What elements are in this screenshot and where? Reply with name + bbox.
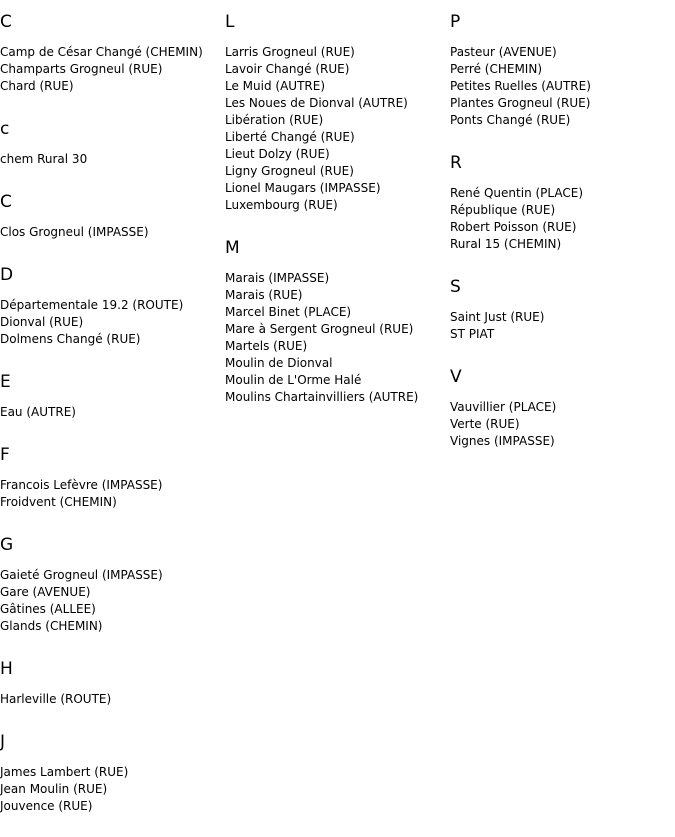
street-link[interactable]: Harleville (ROUTE)	[0, 692, 112, 706]
street-link[interactable]: Ponts Changé (RUE)	[450, 113, 571, 127]
street-link[interactable]: Marcel Binet (PLACE)	[225, 305, 352, 319]
street-link[interactable]: Vignes (IMPASSE)	[450, 434, 555, 448]
street-link[interactable]: Lionel Maugars (IMPASSE)	[225, 181, 381, 195]
street-list	[0, 691, 225, 708]
street-link[interactable]: Verte (RUE)	[450, 417, 520, 431]
street-link[interactable]: Rural 15 (CHEMIN)	[450, 237, 562, 251]
street-link[interactable]: Perré (CHEMIN)	[450, 62, 542, 76]
street-link[interactable]: Le Muid (AUTRE)	[225, 79, 326, 93]
street-list	[0, 151, 225, 168]
letter-group	[0, 117, 225, 168]
letter-group	[450, 151, 675, 253]
letter-heading: E	[0, 372, 11, 392]
street-list	[0, 297, 225, 348]
street-link[interactable]: Clos Grogneul (IMPASSE)	[0, 225, 149, 239]
street-link[interactable]: Les Noues de Dionval (AUTRE)	[225, 96, 408, 110]
letter-heading: J	[0, 732, 6, 752]
street-link[interactable]: Marais (RUE)	[225, 288, 303, 302]
letter-group	[450, 275, 675, 343]
street-link[interactable]: Moulin de L'Orme Halé	[225, 373, 362, 387]
letter-group	[0, 263, 225, 348]
letter-group	[225, 236, 450, 406]
street-link[interactable]: Camp de César Changé (CHEMIN)	[0, 45, 203, 59]
letter-heading: C	[0, 192, 12, 212]
letter-group	[0, 533, 225, 635]
street-link[interactable]: Ligny Grogneul (RUE)	[225, 164, 354, 178]
street-link[interactable]: Dolmens Changé (RUE)	[0, 332, 141, 346]
street-link[interactable]: Jean Moulin (RUE)	[0, 782, 108, 796]
letter-heading: G	[0, 535, 14, 555]
letter-heading: L	[225, 12, 235, 32]
letter-heading: R	[450, 153, 462, 173]
street-link[interactable]: Lieut Dolzy (RUE)	[225, 147, 330, 161]
street-link[interactable]: Moulin de Dionval	[225, 356, 333, 370]
street-link[interactable]: Gâtines (ALLEE)	[0, 602, 96, 616]
street-list	[450, 44, 675, 129]
street-link[interactable]: Froidvent (CHEMIN)	[0, 495, 117, 509]
street-list	[0, 404, 225, 421]
street-link[interactable]: Libération (RUE)	[225, 113, 324, 127]
street-list	[225, 270, 450, 406]
letter-group	[0, 10, 225, 95]
street-link[interactable]: Luxembourg (RUE)	[225, 198, 338, 212]
street-link[interactable]: Dionval (RUE)	[0, 315, 84, 329]
letter-group	[0, 190, 225, 241]
letter-group	[450, 365, 675, 450]
letter-group	[450, 10, 675, 129]
street-list	[225, 44, 450, 214]
street-list	[0, 477, 225, 511]
letter-heading: c	[0, 119, 10, 139]
street-link[interactable]: chem Rural 30	[0, 152, 88, 166]
street-index-column	[0, 10, 225, 837]
street-link[interactable]: Plantes Grogneul (RUE)	[450, 96, 591, 110]
letter-group	[0, 443, 225, 511]
letter-group	[0, 370, 225, 421]
street-list	[450, 399, 675, 450]
street-link[interactable]: Liberté Changé (RUE)	[225, 130, 355, 144]
street-link[interactable]: ST PIAT	[450, 327, 495, 341]
letter-heading: C	[0, 12, 12, 32]
letter-heading: H	[0, 659, 13, 679]
street-list	[0, 567, 225, 635]
street-list	[0, 44, 225, 95]
street-link[interactable]: Robert Poisson (RUE)	[450, 220, 577, 234]
letter-heading: D	[0, 265, 14, 285]
letter-heading: V	[450, 367, 462, 387]
street-link[interactable]: Marais (IMPASSE)	[225, 271, 330, 285]
street-link[interactable]: Lavoir Changé (RUE)	[225, 62, 350, 76]
street-link[interactable]: Glands (CHEMIN)	[0, 619, 103, 633]
street-list	[0, 764, 225, 815]
letter-group	[225, 10, 450, 214]
street-list	[450, 185, 675, 253]
street-link[interactable]: René Quentin (PLACE)	[450, 186, 584, 200]
street-link[interactable]: Vauvillier (PLACE)	[450, 400, 557, 414]
street-link[interactable]: Martels (RUE)	[225, 339, 308, 353]
letter-heading: S	[450, 277, 461, 297]
street-link[interactable]: Chard (RUE)	[0, 79, 74, 93]
street-link[interactable]: Larris Grogneul (RUE)	[225, 45, 355, 59]
street-link[interactable]: Jouvence (RUE)	[0, 799, 93, 813]
street-list	[450, 309, 675, 343]
street-list	[0, 224, 225, 241]
letter-heading: P	[450, 12, 461, 32]
letter-group	[0, 657, 225, 708]
street-link[interactable]: Francois Lefèvre (IMPASSE)	[0, 478, 163, 492]
street-link[interactable]: Gare (AVENUE)	[0, 585, 91, 599]
street-link[interactable]: Eau (AUTRE)	[0, 405, 76, 419]
street-link[interactable]: Mare à Sergent Grogneul (RUE)	[225, 322, 414, 336]
street-link[interactable]: Gaieté Grogneul (IMPASSE)	[0, 568, 163, 582]
street-link[interactable]: Champarts Grogneul (RUE)	[0, 62, 163, 76]
street-link[interactable]: Pasteur (AVENUE)	[450, 45, 557, 59]
letter-heading: M	[225, 238, 240, 258]
letter-heading: F	[0, 445, 10, 465]
street-link[interactable]: Départementale 19.2 (ROUTE)	[0, 298, 184, 312]
letter-group	[0, 730, 225, 815]
street-link[interactable]: James Lambert (RUE)	[0, 765, 129, 779]
street-link[interactable]: Saint Just (RUE)	[450, 310, 545, 324]
street-index-column	[450, 10, 675, 472]
street-link[interactable]: Petites Ruelles (AUTRE)	[450, 79, 591, 93]
street-index-column	[225, 10, 450, 428]
street-link[interactable]: République (RUE)	[450, 203, 556, 217]
street-link[interactable]: Moulins Chartainvilliers (AUTRE)	[225, 390, 419, 404]
